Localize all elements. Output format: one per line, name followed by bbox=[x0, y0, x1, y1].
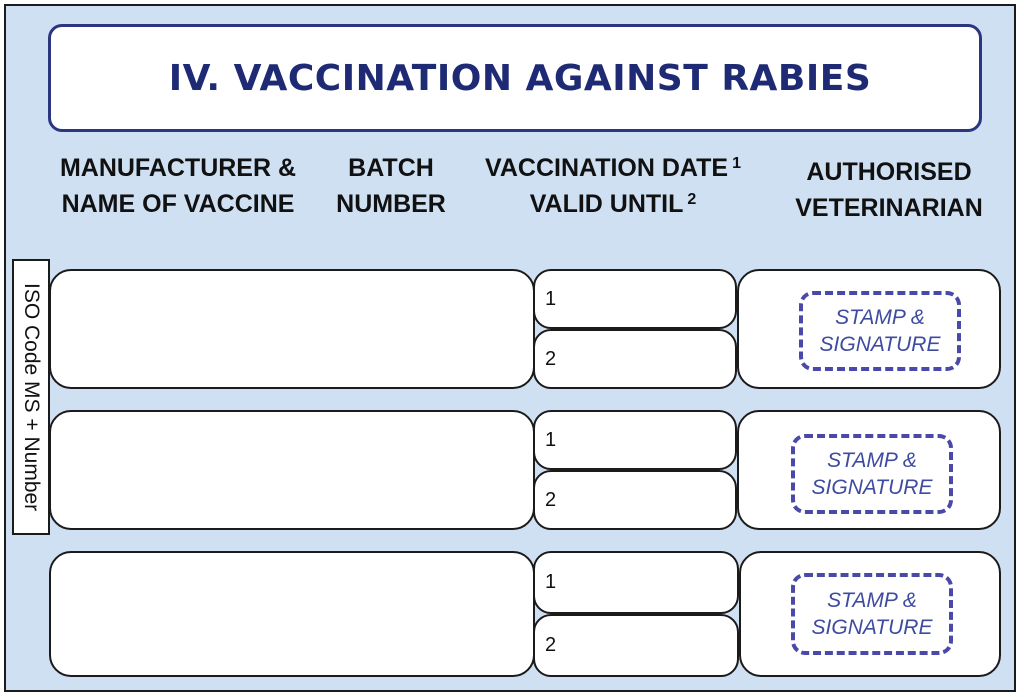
header-vet-line1: AUTHORISED bbox=[806, 158, 972, 186]
vet-cell-1[interactable] bbox=[737, 269, 1001, 389]
stamp-signature-box-3 bbox=[791, 573, 953, 655]
header-date-line1-text: VACCINATION DATE bbox=[485, 154, 729, 182]
title-box bbox=[48, 24, 982, 132]
stamp-label: STAMP & bbox=[827, 449, 917, 472]
date-label-2: 2 bbox=[545, 488, 557, 511]
header-date bbox=[460, 150, 766, 222]
date-label-1: 1 bbox=[545, 428, 557, 451]
vaccination-date-cell-1[interactable] bbox=[533, 269, 737, 329]
header-vet bbox=[776, 154, 1002, 226]
date-label-2: 2 bbox=[545, 634, 557, 656]
stamp-signature-box-2 bbox=[791, 434, 953, 514]
signature-label: SIGNATURE bbox=[819, 333, 941, 356]
date-label-1: 1 bbox=[545, 571, 557, 593]
header-date-line2-text: VALID UNTIL bbox=[529, 190, 684, 218]
header-manufacturer bbox=[40, 150, 316, 222]
vaccination-date-cell-2[interactable] bbox=[533, 410, 737, 470]
valid-until-cell-2[interactable] bbox=[533, 470, 737, 530]
manufacturer-batch-cell-2[interactable] bbox=[49, 410, 535, 530]
footnote-1: 1 bbox=[732, 155, 741, 172]
header-date-line1 bbox=[460, 150, 766, 186]
valid-until-cell-3[interactable] bbox=[533, 614, 739, 677]
stamp-label: STAMP & bbox=[827, 589, 917, 612]
header-batch-line1: BATCH bbox=[348, 154, 434, 182]
iso-code-label: ISO Code MS + Number bbox=[20, 282, 43, 512]
valid-until-cell-1[interactable] bbox=[533, 329, 737, 389]
date-label-2: 2 bbox=[545, 347, 557, 370]
iso-code-tab bbox=[12, 259, 50, 535]
header-batch-line2: NUMBER bbox=[336, 190, 446, 218]
header-manufacturer-line1: MANUFACTURER & bbox=[59, 154, 297, 182]
date-label-1: 1 bbox=[545, 287, 557, 310]
stamp-label: STAMP & bbox=[835, 306, 925, 329]
manufacturer-batch-cell-1[interactable] bbox=[49, 269, 535, 389]
signature-label: SIGNATURE bbox=[811, 476, 933, 499]
header-date-line2 bbox=[460, 186, 766, 222]
vet-cell-2[interactable] bbox=[737, 410, 1001, 530]
header-manufacturer-line2: NAME OF VACCINE bbox=[61, 190, 295, 218]
header-vet-line2: VETERINARIAN bbox=[795, 194, 983, 222]
footnote-2: 2 bbox=[687, 191, 697, 208]
vaccination-date-cell-3[interactable] bbox=[533, 551, 739, 614]
signature-label: SIGNATURE bbox=[811, 616, 933, 639]
page-title: IV. VACCINATION AGAINST RABIES bbox=[168, 57, 872, 99]
vet-cell-3[interactable] bbox=[739, 551, 1001, 677]
stamp-signature-box-1 bbox=[799, 291, 961, 371]
manufacturer-batch-cell-3[interactable] bbox=[49, 551, 535, 677]
header-batch bbox=[324, 150, 458, 222]
vaccination-page bbox=[4, 4, 1016, 692]
